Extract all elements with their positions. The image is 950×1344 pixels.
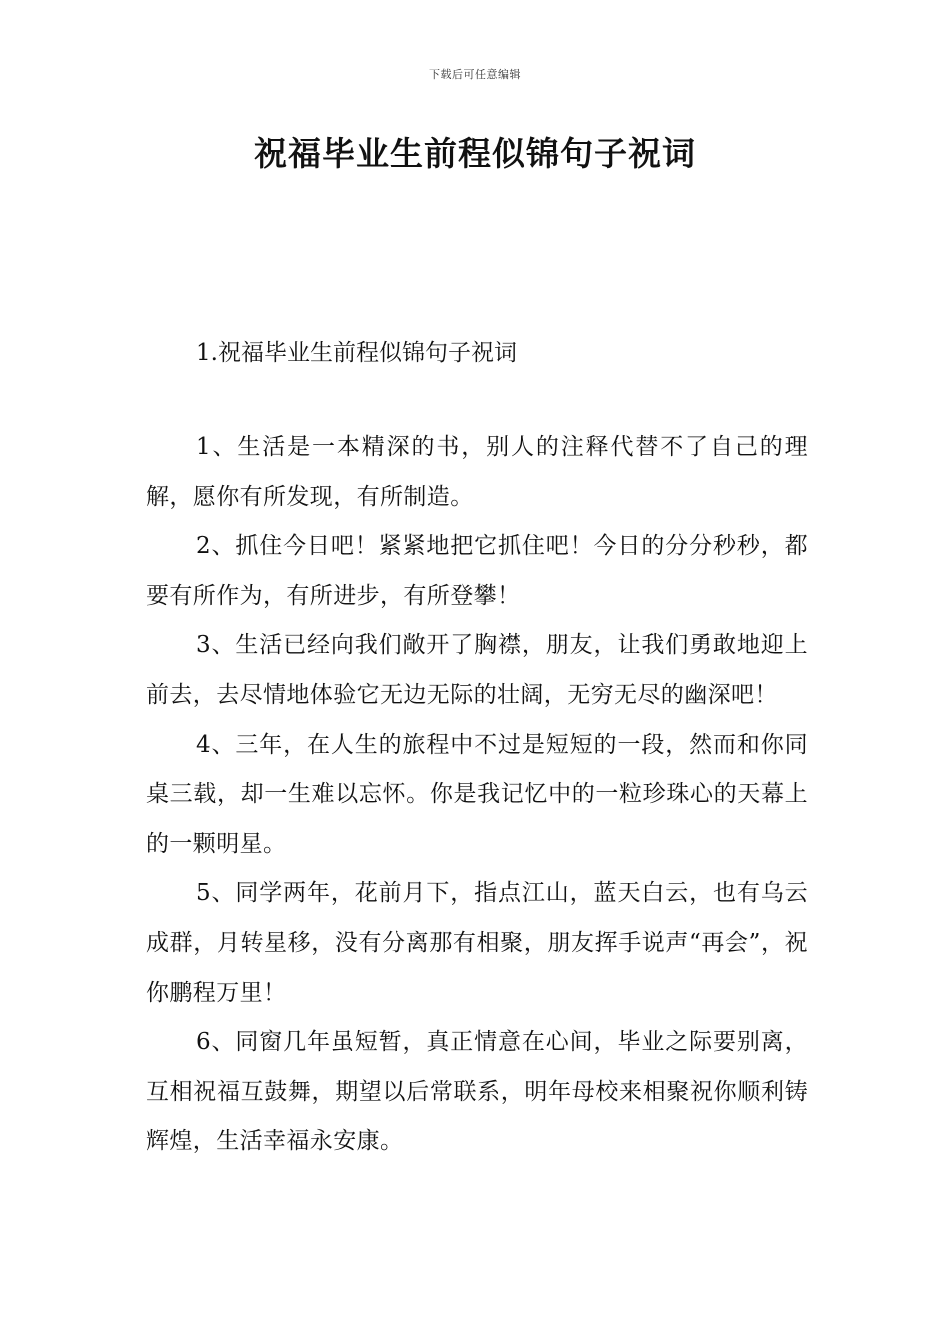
- body-text: [146, 423, 808, 1167]
- paragraph-3: 3、生活已经向我们敞开了胸襟，朋友，让我们勇敢地迎上前去，去尽情地体验它无边无际的壮阔，无穷无尽的幽深吧！: [146, 632, 808, 708]
- paragraph-1: 1、生活是一本精深的书，别人的注释代替不了自己的理解，愿你有所发现，有所制造。: [146, 434, 808, 510]
- document-title: 祝福毕业生前程似锦句子祝词: [254, 134, 696, 173]
- paragraph-6: 6、同窗几年虽短暂，真正情意在心间，毕业之际要别离，互相祝福互鼓舞，期望以后常联系，明年母校来相聚祝你顺利铸辉煌，生活幸福永安康。: [146, 1029, 808, 1155]
- section-heading: 1.祝福毕业生前程似锦句子祝词: [196, 340, 517, 366]
- paragraph-2: 2、抓住今日吧！紧紧地把它抓住吧！今日的分分秒秒，都要有所作为，有所进步，有所登攀！: [146, 533, 808, 609]
- header-note: 下载后可任意编辑: [429, 68, 521, 81]
- paragraph-5: 5、同学两年，花前月下，指点江山，蓝天白云，也有乌云成群，月转星移，没有分离那有相聚，朋友挥手说声“再会”，祝你鹏程万里！: [146, 880, 808, 1006]
- paragraph-4: 4、三年，在人生的旅程中不过是短短的一段，然而和你同桌三载，却一生难以忘怀。你是我记忆中的一粒珍珠心的天幕上的一颗明星。: [146, 731, 808, 857]
